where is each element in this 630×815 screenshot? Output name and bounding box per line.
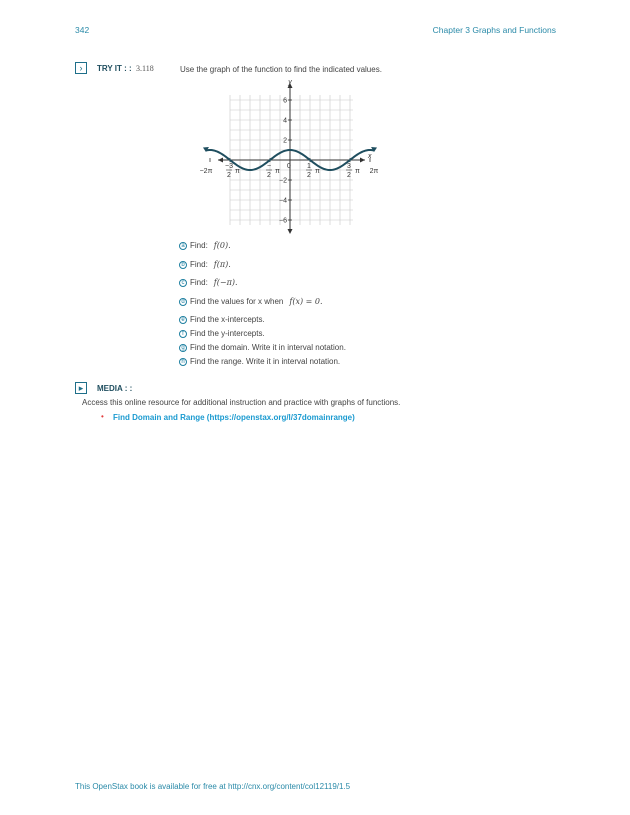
x-tick-label: 2π: [369, 168, 379, 175]
y-tick-label: −6: [279, 217, 287, 225]
y-tick-label: −4: [279, 197, 287, 205]
question-letter: c: [179, 279, 187, 287]
y-tick-label: −2: [279, 177, 287, 185]
x-axis-label: x: [368, 153, 372, 160]
function-graph: [199, 75, 379, 235]
bullet-icon: •: [101, 412, 104, 421]
x-tick-label: 2: [267, 172, 271, 179]
question-item: [179, 357, 340, 366]
page-number: 342: [75, 25, 90, 35]
x-tick-label: −: [266, 163, 272, 170]
x-tick-label: 2: [307, 172, 311, 179]
y-axis-label: y: [288, 79, 292, 86]
media-description: Access this online resource for additional instruction and practice with graphs of functions.: [82, 398, 401, 407]
x-tick-label: 2: [227, 172, 231, 179]
y-tick-label: 6: [283, 97, 287, 105]
y-tick-label: 4: [283, 117, 287, 125]
question-letter: e: [179, 316, 187, 324]
question-text: Find:: [190, 278, 208, 287]
question-math: f(−π).: [213, 278, 238, 287]
question-item: [179, 297, 323, 306]
try-it-instruction: Use the graph of the function to find the indicated values.: [180, 65, 382, 74]
y-axis-arrow: [288, 229, 293, 234]
question-text: Find the domain. Write it in interval notation.: [190, 343, 346, 352]
question-letter: a: [179, 242, 187, 250]
question-text: Find:: [190, 260, 208, 269]
y-tick-label: 2: [283, 137, 287, 145]
x-tick-label: 1: [307, 163, 311, 170]
try-it-label: TRY IT : :: [97, 64, 132, 73]
question-text: Find the values for x when: [190, 297, 284, 306]
footer-text: This OpenStax book is available for free at http://cnx.org/content/col12119/1.5: [75, 782, 351, 791]
chevron-right-icon: ›: [75, 62, 87, 74]
question-text: Find the x-intercepts.: [190, 315, 265, 324]
question-text: Find the range. Write it in interval notation.: [190, 357, 341, 366]
tick-labels: [200, 79, 379, 225]
x-tick-label: π: [235, 168, 240, 175]
media-label: MEDIA : :: [97, 384, 133, 393]
x-tick-label: 2: [347, 172, 351, 179]
question-item: [179, 315, 265, 324]
question-math: f(x) = 0.: [289, 297, 323, 306]
question-item: [179, 329, 265, 338]
question-letter: h: [179, 358, 187, 366]
question-item: [179, 278, 238, 287]
x-tick-label: −3: [225, 163, 233, 170]
try-it-number: 3.118: [136, 64, 154, 73]
question-item: [179, 343, 346, 352]
x-tick-label: 3: [347, 163, 351, 170]
question-letter: g: [179, 344, 187, 352]
question-math: f(0).: [213, 241, 231, 250]
question-item: [179, 241, 231, 250]
x-tick-label: 0: [287, 163, 291, 170]
domain-range-link[interactable]: Find Domain and Range (https://openstax.org/l/37domainrange): [113, 413, 355, 422]
question-item: [179, 260, 231, 269]
x-tick-label: π: [315, 168, 320, 175]
x-tick-label: −2π: [199, 168, 213, 175]
x-axis-arrow: [360, 158, 365, 163]
question-text: Find the y-intercepts.: [190, 329, 265, 338]
question-text: Find:: [190, 241, 208, 250]
x-tick-label: π: [355, 168, 360, 175]
x-axis-arrow: [218, 158, 223, 163]
play-icon: ▸: [75, 382, 87, 394]
chapter-title: Chapter 3 Graphs and Functions: [432, 25, 556, 35]
x-tick-label: π: [275, 168, 280, 175]
question-math: f(π).: [213, 260, 231, 269]
question-letter: d: [179, 298, 187, 306]
question-letter: b: [179, 261, 187, 269]
question-letter: f: [179, 330, 187, 338]
